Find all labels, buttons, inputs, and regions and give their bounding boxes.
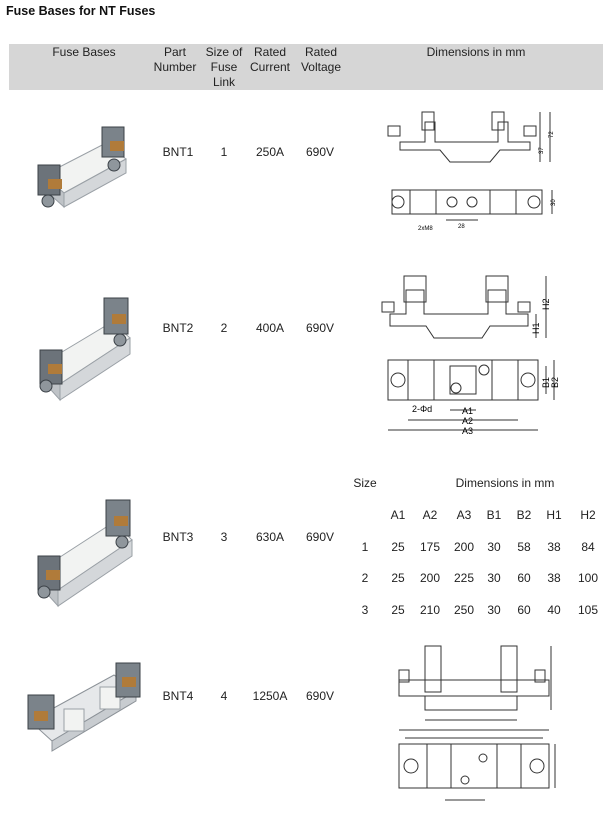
rated-voltage: 690V	[305, 530, 335, 544]
part-number: BNT3	[162, 530, 194, 544]
dim-label-a2: A2	[462, 416, 474, 426]
dims-value: 30	[487, 540, 501, 554]
part-number: BNT4	[162, 689, 194, 703]
fuse-size: 2	[220, 321, 228, 335]
dims-value: 200	[419, 571, 441, 585]
dims-value: 38	[547, 540, 561, 554]
dims-value: 100	[577, 571, 599, 585]
dims-value: 58	[517, 540, 531, 554]
dim-label-h1: H1	[531, 322, 541, 334]
header-dimensions: Dimensions in mm	[426, 45, 526, 59]
dims-value: 225	[453, 571, 475, 585]
rated-current: 250A	[255, 145, 285, 159]
rated-voltage: 690V	[305, 689, 335, 703]
dims-title: Dimensions in mm	[455, 476, 555, 490]
part-number: BNT2	[162, 321, 194, 335]
dims-size: 2	[361, 571, 369, 585]
dims-value: 30	[487, 571, 501, 585]
part-number: BNT1	[162, 145, 194, 159]
dims-value: 84	[581, 540, 595, 554]
dims-value: 30	[487, 603, 501, 617]
dims-value: 38	[547, 571, 561, 585]
table-header	[9, 44, 603, 90]
dimensions-table	[345, 470, 607, 630]
dims-header: H1	[546, 508, 562, 522]
dim-label-hole: 2xM8	[418, 226, 433, 232]
rated-current: 400A	[255, 321, 285, 335]
dims-value: 250	[453, 603, 475, 617]
rated-voltage: 690V	[305, 145, 335, 159]
dims-value: 105	[577, 603, 599, 617]
rated-current: 630A	[255, 530, 285, 544]
header-fuse-bases: Fuse Bases	[52, 45, 116, 59]
dims-value: 25	[391, 540, 405, 554]
dim-label-30: 30	[551, 199, 557, 206]
fuse-base-photo-bnt3	[22, 478, 140, 618]
dims-header: A1	[390, 508, 406, 522]
dimension-drawing-bnt2	[378, 270, 568, 442]
fuse-base-photo-bnt2	[22, 268, 140, 418]
dims-value: 25	[391, 571, 405, 585]
dims-header: H2	[580, 508, 596, 522]
dims-header: B1	[486, 508, 502, 522]
dim-label-37: 37	[539, 147, 545, 154]
fuse-base-photo-bnt1	[22, 105, 140, 223]
fuse-base-photo-bnt4	[20, 655, 145, 765]
dim-label-72: 72	[549, 131, 555, 138]
dims-header: A3	[456, 508, 472, 522]
header-rated-current: Rated Current	[249, 45, 290, 74]
dims-value: 60	[517, 571, 531, 585]
dimension-drawing-bnt4	[385, 640, 565, 810]
dims-value: 210	[419, 603, 441, 617]
header-size-of-fuse-link: Size of Fuse Link	[205, 45, 243, 89]
dims-size: 1	[361, 540, 369, 554]
dim-label-pitch: 28	[458, 224, 465, 230]
dims-value: 25	[391, 603, 405, 617]
dims-value: 200	[453, 540, 475, 554]
dim-label-a1: A1	[462, 406, 474, 416]
dims-value: 60	[517, 603, 531, 617]
dims-value: 175	[419, 540, 441, 554]
dim-label-b1: B1	[541, 376, 551, 388]
dim-label-b2: B2	[550, 376, 560, 388]
dims-size-label: Size	[353, 476, 377, 490]
dim-label-hole: 2-Φd	[412, 404, 433, 414]
dimension-drawing-bnt1	[380, 98, 565, 238]
header-part-number: Part Number	[153, 45, 197, 74]
fuse-size: 3	[220, 530, 228, 544]
fuse-size: 4	[220, 689, 228, 703]
rated-voltage: 690V	[305, 321, 335, 335]
dim-label-a3: A3	[462, 426, 474, 436]
header-rated-voltage: Rated Voltage	[300, 45, 342, 74]
dims-value: 40	[547, 603, 561, 617]
dims-header: B2	[516, 508, 532, 522]
rated-current: 1250A	[252, 689, 288, 703]
dims-header: A2	[422, 508, 438, 522]
dims-size: 3	[361, 603, 369, 617]
fuse-size: 1	[220, 145, 228, 159]
dim-label-h2: H2	[541, 298, 551, 310]
page-title: Fuse Bases for NT Fuses	[6, 4, 156, 18]
